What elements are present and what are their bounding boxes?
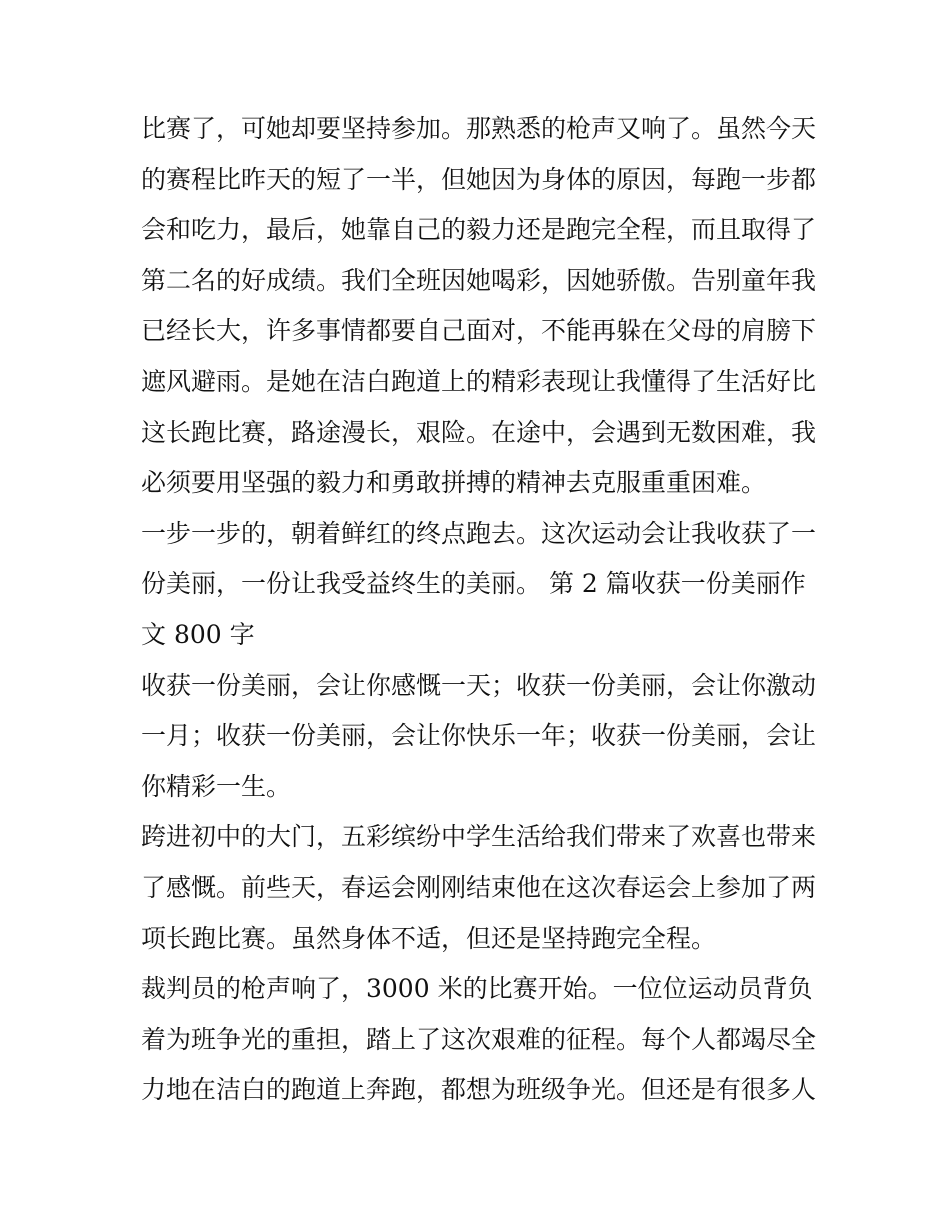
text-line: 份美丽，一份让我受益终生的美丽。 第 2 篇收获一份美丽作 [141,569,806,599]
text-line: 力地在洁白的跑道上奔跑，都想为班级争光。但还是有很多人 [141,1075,817,1105]
text-line: 收获一份美丽，会让你感慨一天；收获一份美丽，会让你激动 [141,670,817,700]
text-line: 了感慨。前些天，春运会刚刚结束他在这次春运会上参加了两 [141,872,817,902]
text-line: 这长跑比赛，路途漫长，艰险。在途中，会遇到无数困难，我 [141,417,817,447]
text-line: 一月；收获一份美丽，会让你快乐一年；收获一份美丽，会让 [141,721,817,751]
text-line: 裁判员的枪声响了，3000 米的比赛开始。一位位运动员背负 [141,974,813,1004]
text-line: 你精彩一生。 [141,771,292,801]
text-line: 会和吃力，最后，她靠自己的毅力还是跑完全程，而且取得了 [141,215,817,245]
text-line: 已经长大，许多事情都要自己面对，不能再躲在父母的肩膀下 [141,316,817,346]
text-line: 比赛了，可她却要坚持参加。那熟悉的枪声又响了。虽然今天 [141,114,817,143]
text-line: 遮风避雨。是她在洁白跑道上的精彩表现让我懂得了生活好比 [141,366,817,396]
text-line: 一步一步的，朝着鲜红的终点跑去。这次运动会让我收获了一 [141,518,817,548]
text-line: 着为班争光的重担，踏上了这次艰难的征程。每个人都竭尽全 [141,1024,817,1054]
text-line: 必须要用坚强的毅力和勇敢拼搏的精神去克服重重困难。 [141,468,767,498]
body-text [141,104,821,1116]
text-line: 的赛程比昨天的短了一半，但她因为身体的原因，每跑一步都 [141,164,817,194]
text-line: 第二名的好成绩。我们全班因她喝彩，因她骄傲。告别童年我 [141,265,817,295]
text-line: 项长跑比赛。虽然身体不适，但还是坚持跑完全程。 [141,923,717,953]
text-line: 跨进初中的大门，五彩缤纷中学生活给我们带来了欢喜也带来 [141,822,817,852]
text-line: 文 800 字 [141,619,255,649]
